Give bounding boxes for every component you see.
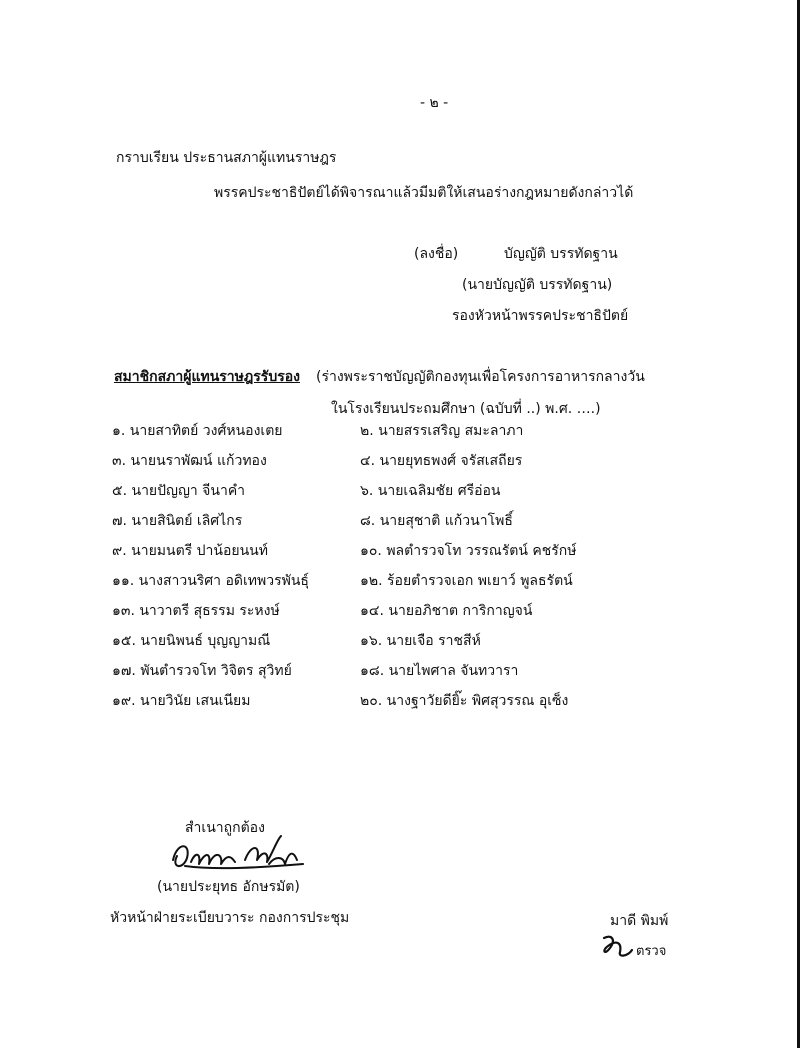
typist-note: มาดี พิมพ์ [610,913,669,929]
member-name: ๑๕. นายนิพนธ์ บุญญามณี [112,633,271,649]
member-name: ๑๓. นาวาตรี สุธรรม ระหงษ์ [112,603,280,619]
certified-label: สำเนาถูกต้อง [185,820,265,836]
member-name: ๕. นายปัญญา จีนาคำ [112,483,246,499]
member-name: ๘. นายสุชาติ แก้วนาโพธิ์ [360,513,513,529]
member-row [112,420,672,450]
member-name: ๑๒. ร้อยตำรวจเอก พเยาว์ พูลธรัตน์ [360,573,573,589]
member-row [112,630,672,660]
member-name: ๑๑. นางสาวนริศา อดิเทพวรพันธุ์ [112,573,309,589]
checker-note: ตรวจ [636,944,667,959]
members-heading: สมาชิกสภาผู้แทนราษฎรรับรอง [114,369,300,385]
member-name: ๑๗. พันตำรวจโท วิจิตร สุวิทย์ [112,663,292,679]
member-row [112,540,672,570]
members-list [112,420,672,720]
certified-name: (นายประยุทธ อักษรมัต) [157,879,300,895]
member-name: ๓. นายนราพัฒน์ แก้วทอง [112,453,267,469]
member-name: ๖. นายเฉลิมชัย ศรีอ่อน [360,483,501,499]
handwritten-signature [165,830,315,880]
member-name: ๗. นายสินิตย์ เลิศไกร [112,513,243,529]
member-name: ๑๙. นายวินัย เสนเนียม [112,693,251,709]
certified-position: หัวหน้าฝ่ายระเบียบวาระ กองการประชุม [110,910,350,926]
member-name: ๑๐. พลตำรวจโท วรรณรัตน์ คชรักษ์ [360,543,577,559]
greeting: กราบเรียน ประธานสภาผู้แทนราษฎร [116,150,337,166]
checker-initials [598,930,638,962]
member-row [112,660,672,690]
member-name: ๑๖. นายเจือ ราชสีห์ [360,633,481,649]
member-row [112,690,672,720]
member-row [112,480,672,510]
member-name: ๑๘. นายไพศาล จันทวารา [360,663,519,679]
signed-label: (ลงชื่อ) [414,246,459,262]
signer-full-name: (นายบัญญัติ บรรทัดฐาน) [462,277,613,293]
member-row [112,600,672,630]
member-name: ๒. นายสรรเสริญ สมะลาภา [360,423,524,439]
member-name: ๑. นายสาทิตย์ วงศ์หนองเตย [112,423,283,439]
page-number: - ๒ - [420,95,449,111]
member-row [112,510,672,540]
member-row [112,450,672,480]
signed-name: บัญญัติ บรรทัดฐาน [504,246,618,262]
body-line: พรรคประชาธิปัตย์ได้พิจารณาแล้วมีมติให้เสนอร่างกฎหมายดังกล่าวได้ [214,185,634,201]
signer-position: รองหัวหน้าพรรคประชาธิปัตย์ [452,308,629,324]
member-row [112,570,672,600]
bill-title-line2: ในโรงเรียนประถมศึกษา (ฉบับที่ ..) พ.ศ. ….) [331,401,601,417]
member-name: ๙. นายมนตรี ปาน้อยนนท์ [112,543,268,559]
bill-title-line1: (ร่างพระราชบัญญัติกองทุนเพื่อโครงการอาหารกลางวัน [316,369,645,385]
member-name: ๑๔. นายอภิชาต การิกาญจน์ [360,603,533,619]
member-name: ๒๐. นางฐาวัยดียิ๊ะ พิศสุวรรณ อุเซ็ง [360,693,569,709]
member-name: ๔. นายยุทธพงศ์ จรัสเสถียร [360,453,523,469]
